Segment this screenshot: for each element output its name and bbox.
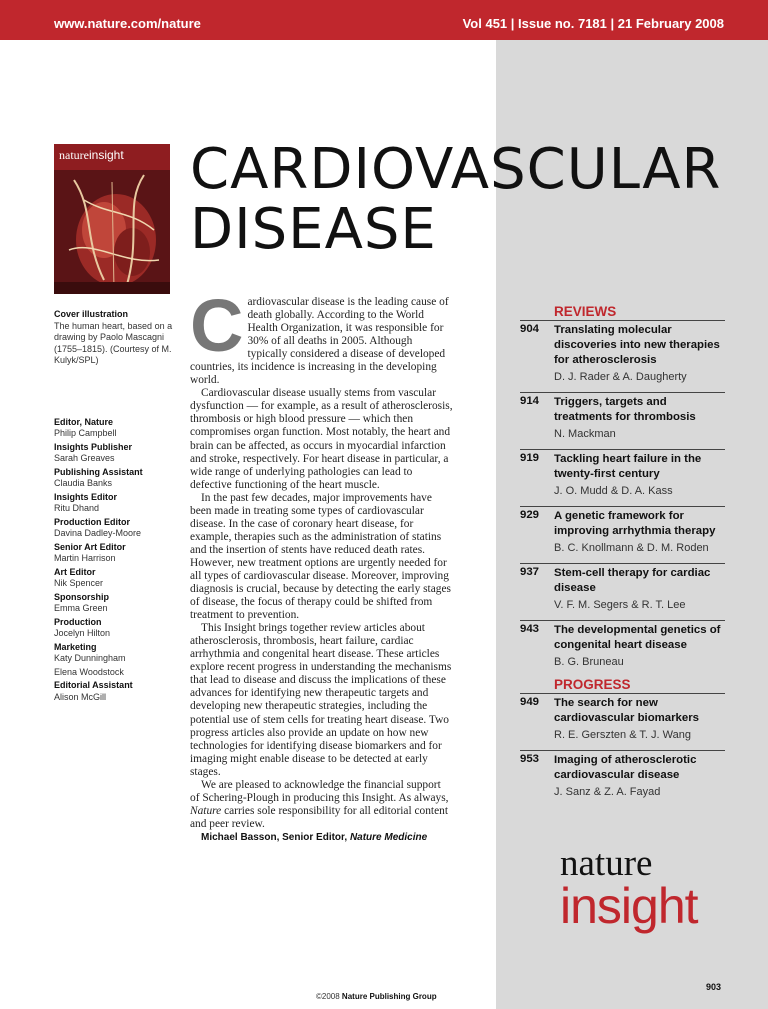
toc-entry-text (554, 623, 725, 668)
toc-page-number: 937 (520, 566, 540, 578)
toc-entry[interactable] (520, 392, 725, 440)
cover-caption-heading: Cover illustration (54, 309, 129, 319)
toc-entry-authors: R. E. Gerszten & T. J. Wang (554, 729, 691, 741)
toc-page-number: 953 (520, 753, 540, 765)
toc-page-number: 949 (520, 696, 540, 708)
toc-entry-text (554, 395, 725, 440)
toc-entry[interactable] (520, 506, 725, 554)
credit-role: Editor, Nature (54, 416, 114, 427)
credit-name: Claudia Banks (54, 478, 113, 488)
toc-entry-title[interactable]: Tackling heart failure in the twenty-first century (554, 453, 702, 480)
toc-entry-title[interactable]: The developmental genetics of congenital heart disease (554, 624, 721, 651)
heart-illustration-icon (54, 170, 170, 294)
toc-entry[interactable] (520, 693, 725, 741)
paragraph-1: Cardiovascular disease is the leading cause of death globally. According to the World Health Organization, it was responsible for 30% of all deaths in 2005. Although typically considered a disease of developed countries, its incidence is increasing in the developing world. (190, 284, 449, 387)
toc-page-number: 929 (520, 509, 540, 521)
credit-name: Alison McGill (54, 691, 107, 702)
nature-insight-logo: nature insight (560, 843, 698, 934)
toc-page-number: 914 (520, 395, 540, 407)
toc-entry-title[interactable]: Imaging of atherosclerotic cardiovascular disease (554, 754, 697, 781)
toc-entry[interactable] (520, 750, 725, 798)
toc-page-number: 904 (520, 323, 540, 335)
reviews-list (520, 320, 725, 668)
toc-entry-title[interactable]: Stem-cell therapy for cardiac disease (554, 567, 711, 594)
page-title: CARDIOVASCULAR DISEASE (190, 137, 722, 262)
credit-role: Production Editor (54, 516, 130, 527)
credit-name: Martin Harrison (54, 553, 116, 563)
progress-heading: PROGRESS (554, 677, 631, 692)
credit-name: Katy Dunningham (54, 653, 126, 663)
signoff: Michael Basson, Senior Editor, Nature Medicine (201, 831, 428, 843)
toc-entry-authors: D. J. Rader & A. Daugherty (554, 371, 687, 383)
toc-entry-text (554, 753, 725, 798)
credit-name: Elena Woodstock (54, 666, 124, 677)
drop-cap: C (190, 284, 244, 367)
paragraph-4: This Insight brings together review articles about atherosclerosis, thrombosis, heart failure, cardiac arrhythmia and congenital heart disease. These articles explore recent progress in understanding the mechanisms that lead to disease and discuss the implications of these advances for identifying new therapeutic targets and developing new therapeutic strategies, including the potential use of stem cells for treating heart disease. Two progress articles also provide an update on how new technologies for identifying disease biomarkers and for imaging might enable disease to be detected at early stages. (190, 622, 452, 778)
toc-entry-authors: N. Mackman (554, 428, 616, 440)
toc-entry[interactable] (520, 563, 725, 611)
reviews-heading: REVIEWS (554, 304, 617, 319)
toc-entry-title[interactable]: Triggers, targets and treatments for thrombosis (554, 396, 696, 423)
credit-name: Sarah Greaves (54, 453, 115, 463)
toc-entry-text (554, 452, 725, 497)
credit-name: Philip Campbell (54, 428, 117, 438)
credit-role: Insights Editor (54, 491, 117, 502)
toc-entry-authors: V. F. M. Segers & R. T. Lee (554, 599, 686, 611)
toc-entry-title[interactable]: Translating molecular discoveries into new therapies for atherosclerosis (554, 324, 720, 366)
toc-entry-text (554, 509, 725, 554)
credit-role: Publishing Assistant (54, 466, 143, 477)
toc-entry-text (554, 323, 725, 383)
toc-entry-authors: J. O. Mudd & D. A. Kass (554, 485, 673, 497)
credit-role: Production (54, 616, 102, 627)
credit-name: Emma Green (54, 603, 108, 613)
toc-entry[interactable] (520, 620, 725, 668)
credit-name: Nik Spencer (54, 578, 104, 588)
article-body (190, 284, 453, 844)
credit-role: Editorial Assistant (54, 680, 133, 690)
cover-logo: natureinsight (59, 148, 124, 162)
toc-page-number: 943 (520, 623, 540, 635)
toc-page-number: 919 (520, 452, 540, 464)
cover-caption-text: The human heart, based on a drawing by Paolo Mascagni (1755–1815). (Courtesy of M. Kulyk/SPL) (54, 320, 173, 365)
toc-entry[interactable] (520, 449, 725, 497)
credit-role: Insights Publisher (54, 441, 133, 452)
credit-role: Senior Art Editor (54, 541, 126, 552)
credits-list (54, 417, 178, 704)
issue-info: Vol 451 | Issue no. 7181 | 21 February 2008 (462, 16, 724, 31)
progress-list (520, 693, 725, 798)
journal-url[interactable]: www.nature.com/nature (54, 16, 201, 31)
toc-entry-authors: B. G. Bruneau (554, 656, 624, 668)
toc-entry-title[interactable]: The search for new cardiovascular biomarkers (554, 697, 699, 724)
credit-name: Davina Dadley-Moore (54, 528, 142, 538)
credit-role: Sponsorship (54, 591, 110, 602)
toc-entry-authors: B. C. Knollmann & D. M. Roden (554, 542, 709, 554)
cover-thumbnail (54, 144, 170, 294)
toc-entry[interactable] (520, 320, 725, 383)
toc-entry-title[interactable]: A genetic framework for improving arrhythmia therapy (554, 510, 716, 537)
page-number: 903 (706, 982, 722, 992)
top-bar (0, 0, 768, 40)
paragraph-5: We are pleased to acknowledge the financial support of Schering-Plough in producing this Insight. As always, Nature carries sole responsibility for all editorial content and peer review. (190, 778, 449, 830)
paragraph-2: Cardiovascular disease usually stems from vascular dysfunction — for example, as a result of atherosclerosis, thrombosis or high blood pressure — which then compromises organ function. Most notably, the heart and brain can be affected, as occurs in myocardial infarction and stroke, respectively. For heart disease in particular, a wide range of underlying pathologies can lead to defective functioning of the heart muscle. (190, 387, 453, 491)
credit-role: Art Editor (54, 566, 96, 577)
toc-entry-authors: J. Sanz & Z. A. Fayad (554, 786, 661, 798)
sidebar-credits (54, 309, 178, 705)
table-of-contents (520, 300, 725, 807)
credit-name: Ritu Dhand (54, 503, 100, 513)
copyright: ©2008 Nature Publishing Group (316, 992, 437, 1001)
credit-name: Jocelyn Hilton (54, 628, 111, 638)
toc-entry-text (554, 696, 725, 741)
toc-entry-text (554, 566, 725, 611)
paragraph-3: In the past few decades, major improvements have been made in treating some types of cardiovascular disease. In the case of coronary heart disease, for example, therapies such as the administration of statins and the insertion of stents have reduced death rates. However, new treatment options are urgently needed for all types of cardiovascular disease. Moreover, improving diagnosis is crucial, because by detecting the early stages of disease, the focus of therapy could be shifted from treatment to prevention. (190, 491, 451, 622)
credit-role: Marketing (54, 641, 97, 652)
